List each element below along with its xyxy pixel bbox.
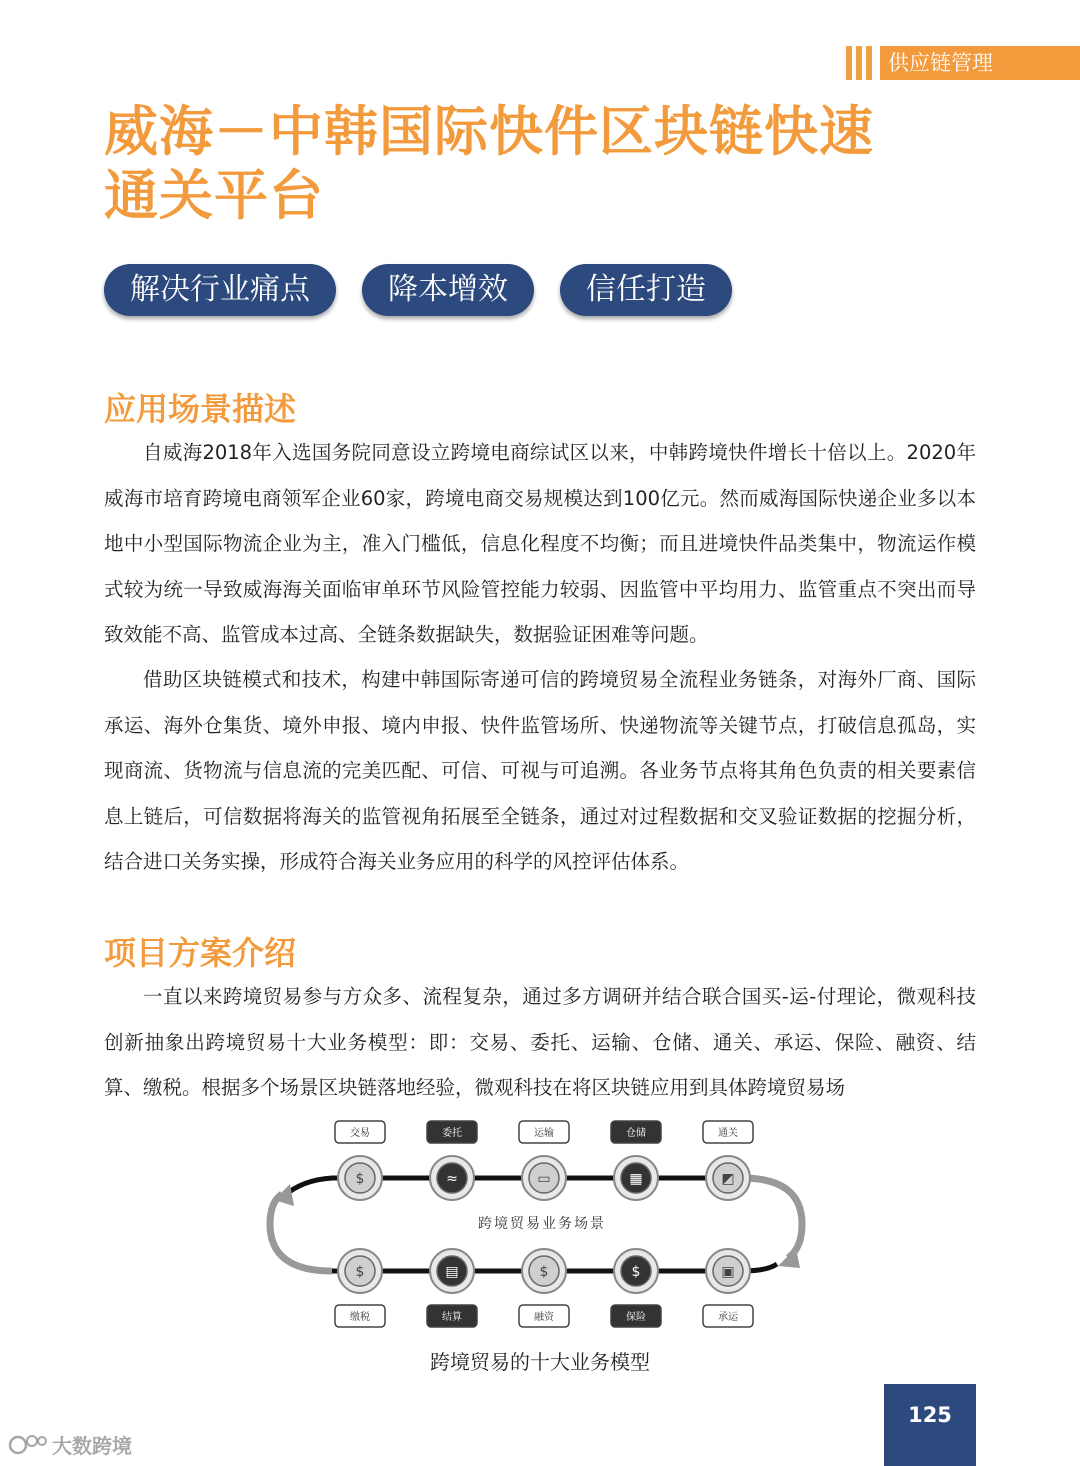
node-label: 委托 bbox=[442, 1128, 462, 1139]
node-label: 交易 bbox=[350, 1128, 370, 1139]
right-arc bbox=[742, 1178, 802, 1258]
tag-pill: 信任打造 bbox=[560, 264, 732, 316]
node-label: 缴税 bbox=[350, 1312, 370, 1323]
diagram-svg bbox=[262, 1118, 822, 1340]
calculator-icon bbox=[430, 1249, 474, 1293]
node-label: 仓储 bbox=[626, 1128, 646, 1139]
node-label-badge bbox=[611, 1305, 661, 1327]
svg-text:▤: ▤ bbox=[445, 1264, 459, 1280]
handshake-icon bbox=[430, 1156, 474, 1200]
svg-text:◩: ◩ bbox=[721, 1171, 735, 1187]
svg-text:$: $ bbox=[539, 1264, 549, 1280]
diagram-caption: 跨境贸易的十大业务模型 bbox=[430, 1350, 650, 1374]
body-paragraph: 借助区块链模式和技术，构建中韩国际寄递可信的跨境贸易全流程业务链条，对海外厂商、国际承运、海外仓集货、境外申报、境内申报、快件监管场所、快递物流等关键节点，打破信息孤岛，实现商流、货物流与信息流的完美匹配、可信、可视与可追溯。各业务节点将其角色负责的相关要素信息上链后，可信数据将海关的监管视角拓展至全链条，通过对过程数据和交叉验证数据的挖掘分析，结合进口关务实操，形成符合海关业务应用的科学的风控评估体系。 bbox=[104, 668, 976, 873]
node-label: 保险 bbox=[626, 1312, 646, 1323]
node-label-badge bbox=[519, 1121, 569, 1143]
tax-icon bbox=[338, 1249, 382, 1293]
customs-icon bbox=[706, 1156, 750, 1200]
node-label: 结算 bbox=[442, 1312, 462, 1323]
node-label-badge bbox=[703, 1121, 753, 1143]
tag-list bbox=[104, 264, 732, 316]
page-title: 威海－中韩国际快件区块链快速通关平台 bbox=[104, 100, 874, 227]
top-node-group bbox=[335, 1121, 753, 1200]
tag-pill: 降本增效 bbox=[362, 264, 534, 316]
diagram-center-label: 跨境贸易业务场景 bbox=[478, 1216, 606, 1232]
node-label-badge bbox=[519, 1305, 569, 1327]
watermark-text: 大数跨境 bbox=[52, 1434, 132, 1458]
node-label: 承运 bbox=[718, 1312, 738, 1323]
node-label-badge bbox=[335, 1305, 385, 1327]
tag-pill: 解决行业痛点 bbox=[104, 264, 336, 316]
page-number: 125 bbox=[884, 1384, 976, 1466]
node-label: 融资 bbox=[534, 1312, 554, 1323]
node-label-badge bbox=[335, 1121, 385, 1143]
node-label-badge bbox=[703, 1305, 753, 1327]
svg-text:▭: ▭ bbox=[537, 1171, 551, 1187]
node-label-badge bbox=[611, 1121, 661, 1143]
body-paragraph: 自威海2018年入选国务院同意设立跨境电商综试区以来，中韩跨境快件增长十倍以上。2020年威海市培育跨境电商领军企业60家，跨境电商交易规模达到100亿元。然而威海国际快递企业多以本地中小型国际物流企业为主，准入门槛低，信息化程度不均衡；而且进境快件品类集中，物流运作模式较为统一导致威海海关面临审单环节风险管控能力较弱、因监管中平均用力、监管重点不突出而导致效能不高、监管成本过高、全链条数据缺失，数据验证困难等问题。 bbox=[104, 441, 976, 646]
section-tab bbox=[846, 46, 1080, 80]
finance-icon bbox=[522, 1249, 566, 1293]
watermark-logo-icon bbox=[8, 1433, 48, 1457]
svg-text:▦: ▦ bbox=[629, 1171, 643, 1187]
bottom-node-group bbox=[335, 1249, 753, 1327]
svg-text:$: $ bbox=[355, 1264, 365, 1280]
dollar-icon bbox=[338, 1156, 382, 1200]
node-label-badge bbox=[427, 1121, 477, 1143]
node-label-badge bbox=[427, 1305, 477, 1327]
shipping-icon bbox=[706, 1249, 750, 1293]
business-model-diagram bbox=[262, 1118, 822, 1340]
insurance-icon bbox=[614, 1249, 658, 1293]
truck-icon bbox=[522, 1156, 566, 1200]
watermark bbox=[8, 1430, 132, 1459]
node-label: 通关 bbox=[718, 1128, 738, 1139]
warehouse-icon bbox=[614, 1156, 658, 1200]
left-arc bbox=[270, 1194, 332, 1271]
section-heading: 项目方案介绍 bbox=[104, 934, 297, 972]
svg-text:$: $ bbox=[631, 1264, 641, 1280]
svg-text:$: $ bbox=[355, 1171, 365, 1187]
node-label: 运输 bbox=[534, 1128, 554, 1139]
svg-text:≈: ≈ bbox=[446, 1171, 458, 1187]
body-paragraph: 一直以来跨境贸易参与方众多、流程复杂，通过多方调研并结合联合国买-运-付理论，微观科技创新抽象出跨境贸易十大业务模型：即：交易、委托、运输、仓储、通关、承运、保险、融资、结算、缴税。根据多个场景区块链落地经验，微观科技在将区块链应用到具体跨境贸易场 bbox=[104, 985, 976, 1099]
section-heading: 应用场景描述 bbox=[104, 390, 297, 428]
tab-stripes bbox=[846, 46, 872, 80]
svg-text:▣: ▣ bbox=[721, 1264, 735, 1280]
section-label: 供应链管理 bbox=[880, 46, 1080, 80]
